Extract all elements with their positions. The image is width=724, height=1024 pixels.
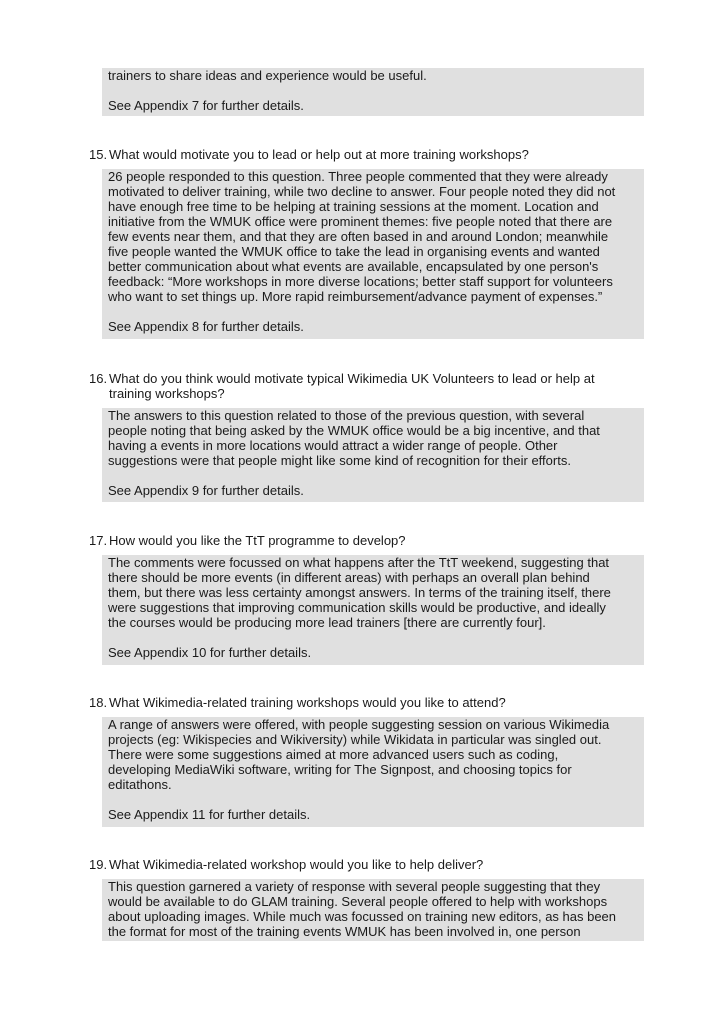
appendix-reference: See Appendix 7 for further details. bbox=[108, 98, 304, 113]
answer-box-19 bbox=[102, 879, 644, 941]
question-text: How would you like the TtT programme to develop? bbox=[109, 533, 406, 548]
question-text: What would motivate you to lead or help out at more training workshops? bbox=[109, 147, 529, 162]
answer-text: This question garnered a variety of response with several people suggesting that they would be available to do GLAM training. Several people offered to help with workshops about uploading images. While much was focussed on training new editors, as has been the format for most of the training events WMUK has been involved in, one person bbox=[108, 879, 617, 939]
appendix-reference: See Appendix 10 for further details. bbox=[108, 645, 312, 660]
answer-box-16 bbox=[102, 408, 644, 502]
question-18 bbox=[89, 695, 649, 710]
appendix-reference: See Appendix 8 for further details. bbox=[108, 319, 304, 334]
question-15 bbox=[89, 147, 649, 162]
answer-text: The comments were focussed on what happens after the TtT weekend, suggesting that there should be more events (in different areas) with perhaps an overall plan behind them, but there was less certainty amongst answers. In terms of the training itself, there were suggestions that improving communication skills would be productive, and ideally the courses would be producing more lead trainers [there are currently four]. bbox=[108, 555, 611, 630]
question-text: What Wikimedia-related workshop would you like to help deliver? bbox=[109, 857, 484, 872]
question-number: 17. bbox=[89, 533, 108, 548]
question-number: 15. bbox=[89, 147, 108, 162]
question-text: What Wikimedia-related training workshops would you like to attend? bbox=[109, 695, 506, 710]
answer-text: A range of answers were offered, with people suggesting session on various Wikimedia projects (eg: Wikispecies and Wikiversity) while Wikidata in particular was singled out. There were some suggestions aimed at more advanced users such as coding, developing MediaWiki software, writing for The Signpost, and choosing topics for editathons. bbox=[108, 717, 610, 792]
answer-box-15 bbox=[102, 169, 644, 339]
answer-box-17 bbox=[102, 555, 644, 665]
appendix-reference: See Appendix 11 for further details. bbox=[108, 807, 311, 822]
question-16 bbox=[89, 371, 649, 401]
appendix-reference: See Appendix 9 for further details. bbox=[108, 483, 304, 498]
question-number: 19. bbox=[89, 857, 108, 872]
question-number: 18. bbox=[89, 695, 108, 710]
answer-text: trainers to share ideas and experience would be useful. bbox=[108, 68, 427, 83]
answer-text: 26 people responded to this question. Three people commented that they were already motivated to deliver training, while two decline to answer. Four people noted they did not have enough free time to be helping at training sessions at the moment. Location and initiative from the WMUK office were prominent themes: five people noted that there are few events near them, and that they are often based in and around London; meanwhile five people wanted the WMUK office to take the lead in organising events and wanted better communication about what events are available, encapsulated by one person's feedback: “More workshops in more diverse locations; better staff support for volunteers who want to set things up. More rapid reimbursement/advance payment of expenses.” bbox=[108, 169, 616, 304]
answer-box-14-continued bbox=[102, 68, 644, 116]
question-number: 16. bbox=[89, 371, 108, 386]
answer-box-18 bbox=[102, 717, 644, 827]
question-text: What do you think would motivate typical Wikimedia UK Volunteers to lead or help at training workshops? bbox=[109, 371, 595, 401]
question-17 bbox=[89, 533, 649, 548]
question-19 bbox=[89, 857, 649, 872]
answer-text: The answers to this question related to those of the previous question, with several people noting that being asked by the WMUK office would be a big incentive, and that having a events in more locations would attract a wider range of people. Other suggestions were that people might like some kind of recognition for their efforts. bbox=[108, 408, 600, 468]
